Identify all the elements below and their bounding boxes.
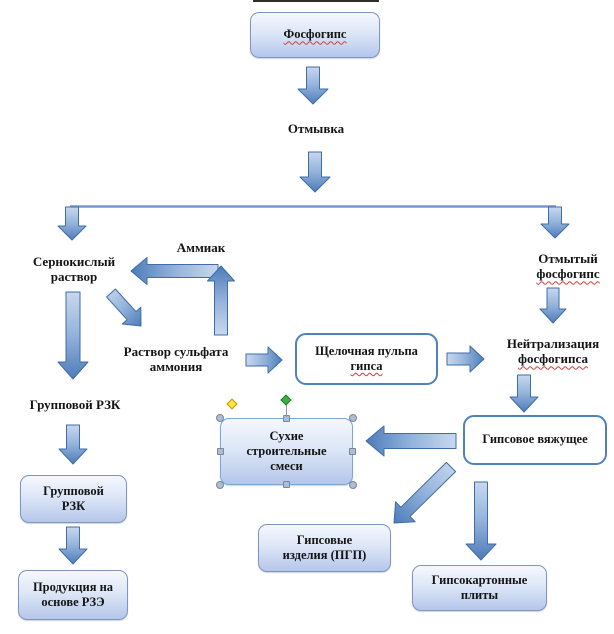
flow-label-ammonia: Аммиак [176, 240, 226, 255]
group-rec-to-ree-products-arrow [59, 527, 87, 564]
node-phosphogypsum[interactable] [250, 12, 380, 58]
resize-handle-bottom-right[interactable] [349, 481, 357, 489]
rotation-handle[interactable] [280, 394, 291, 405]
top-border-line [253, 0, 379, 2]
sulfate-to-pulp-arrow [246, 347, 282, 373]
flow-label-acid-solution: Сернокислый раствор [32, 254, 116, 285]
branch-left-arrow [58, 207, 86, 240]
node-phosphogypsum-label: Фосфогипс [283, 27, 347, 42]
node-ree-products[interactable]: Продукция на основе РЗЭ [18, 570, 128, 620]
resize-handle-left[interactable] [217, 448, 224, 455]
node-dry-building-mixes[interactable]: Сухие строительные смеси [220, 418, 353, 485]
node-group-rec-box[interactable]: Групповой РЗК [20, 475, 127, 523]
phosphogypsum-to-washing-arrow [298, 67, 328, 104]
rotation-handle-stem [286, 404, 287, 417]
neutralization-to-binder-arrow [510, 375, 538, 412]
flow-label-group-rec: Групповой РЗК [29, 397, 121, 412]
flow-label-ammonium-sulfate: Раствор сульфата аммония [123, 344, 229, 375]
binder-to-gypsum-products-arrow [394, 462, 456, 523]
acid-solution-to-sulfate-arrow [107, 289, 141, 326]
group-rec-label-to-box-arrow [59, 425, 87, 464]
resize-handle-bottom-left[interactable] [216, 481, 224, 489]
binder-to-plasterboard-arrow [466, 482, 496, 560]
node-plasterboard[interactable]: Гипсокартонные плиты [412, 565, 547, 611]
sulfate-to-ammonia-arrow [208, 266, 235, 335]
adjust-handle[interactable] [226, 398, 237, 409]
branch-right-arrow [541, 207, 569, 238]
flow-label-washing: Отмывка [287, 121, 345, 136]
washed-to-neutralization-arrow [540, 288, 566, 323]
resize-handle-top-left[interactable] [216, 414, 224, 422]
acid-solution-to-group-rec-arrow [58, 292, 88, 379]
flow-label-neutralization: Нейтрализация фосфогипса [506, 336, 600, 367]
resize-handle-right[interactable] [349, 448, 356, 455]
node-gypsum-products[interactable]: Гипсовые изделия (ПГП) [258, 524, 391, 572]
washing-to-branch-arrow [300, 152, 330, 192]
pulp-to-neutralization-arrow [447, 346, 484, 372]
resize-handle-top-right[interactable] [349, 414, 357, 422]
node-alkaline-pulp[interactable]: Щелочная пульпа гипса [295, 333, 438, 385]
node-gypsum-binder[interactable]: Гипсовое вяжущее [463, 415, 607, 465]
flow-label-washed-phosphogypsum: Отмытый фосфогипс [536, 251, 600, 282]
binder-to-dry-mixes-arrow [366, 426, 456, 456]
resize-handle-bottom[interactable] [283, 481, 290, 488]
ammonia-to-acid-solution-arrow [131, 258, 218, 285]
